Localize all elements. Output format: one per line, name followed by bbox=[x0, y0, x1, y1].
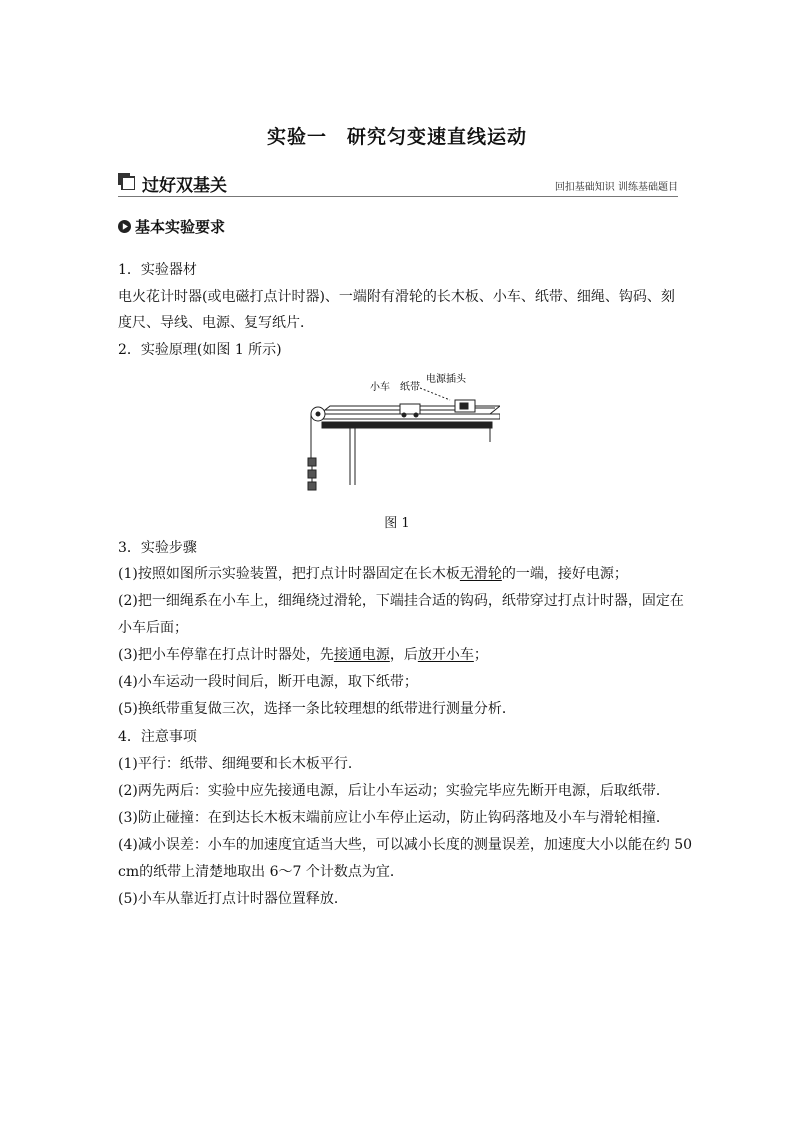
equipment-line-2 bbox=[118, 313, 314, 333]
section-icon bbox=[118, 173, 135, 190]
note-4-line-1: (4)减小误差：小车的加速度宜适当大些，可以减小长度的测量误差，加速度大小以能在约 50 bbox=[118, 837, 693, 853]
section-subtitle: 回扣基础知识 训练基础题目 bbox=[554, 182, 678, 193]
step-1 bbox=[118, 564, 628, 584]
figure-caption: 图 1 bbox=[384, 516, 410, 531]
heading-notes: 4．注意事项 bbox=[118, 729, 197, 745]
step-2-text-1: (2)把一细绳系在小车上，细绳绕过滑轮，下端挂合适的钩码，纸带穿过打点计时器，固定在 bbox=[118, 593, 684, 609]
subsection-heading bbox=[118, 216, 225, 237]
step-3-text-mid: ，后 bbox=[389, 647, 418, 663]
play-circle-icon bbox=[118, 220, 131, 233]
step-4: (4)小车运动一段时间后，断开电源，取下纸带； bbox=[118, 674, 418, 690]
step-2-line-1 bbox=[118, 591, 684, 611]
section-header bbox=[118, 170, 678, 197]
heading-steps: 3．实验步骤 bbox=[118, 540, 197, 556]
note-5: (5)小车从靠近打点计时器位置释放． bbox=[118, 891, 348, 907]
fig-label-car: 小车 bbox=[370, 382, 390, 393]
note-1: (1)平行：纸带、细绳要和长木板平行． bbox=[118, 756, 362, 772]
page-title: 实验一 研究匀变速直线运动 bbox=[266, 126, 527, 148]
fig-label-tape: 纸带 bbox=[400, 382, 420, 393]
subsection-title: 基本实验要求 bbox=[135, 218, 226, 236]
step-5: (5)换纸带重复做三次，选择一条比较理想的纸带进行测量分析． bbox=[118, 701, 516, 717]
heading-principle: 2．实验原理(如图 1 所示) bbox=[118, 342, 282, 358]
step-1-text-end: 的一端，接好电源； bbox=[501, 566, 628, 582]
section-title: 过好双基关 bbox=[142, 176, 227, 196]
fig-drawing bbox=[308, 388, 500, 490]
step-1-text: (1)按照如图所示实验装置，把打点计时器固定在长木板 bbox=[118, 566, 460, 582]
step-3-text: (3)把小车停靠在打点计时器处，先 bbox=[118, 647, 334, 663]
step-3-underline-2: 放开小车 bbox=[417, 647, 474, 663]
step-1-underline: 无滑轮 bbox=[459, 566, 502, 582]
equipment-text-2: 度尺、导线、电源、复写纸片． bbox=[118, 315, 314, 331]
note-2: (2)两先两后：实验中应先接通电源，后让小车运动；实验完毕应先断开电源，后取纸带． bbox=[118, 783, 670, 799]
apparatus-figure bbox=[300, 370, 500, 500]
equipment-line-1 bbox=[118, 287, 675, 307]
step-2-line-2 bbox=[118, 618, 188, 638]
step-2-text-2: 小车后面； bbox=[118, 620, 188, 636]
note-4-line-2: cm的纸带上清楚地取出 6～7 个计数点为宜． bbox=[118, 864, 404, 880]
heading-equipment: 1．实验器材 bbox=[118, 262, 197, 278]
fig-label-plug: 电源插头 bbox=[426, 374, 466, 385]
step-3-underline-1: 接通电源 bbox=[333, 647, 390, 663]
step-3-text-end: ； bbox=[473, 647, 488, 663]
step-3 bbox=[118, 645, 488, 665]
equipment-text-1: 电火花计时器(或电磁打点计时器)、一端附有滑轮的长木板、小车、纸带、细绳、钩码、刻 bbox=[118, 289, 675, 305]
note-3: (3)防止碰撞：在到达长木板末端前应让小车停止运动，防止钩码落地及小车与滑轮相撞． bbox=[118, 810, 670, 826]
